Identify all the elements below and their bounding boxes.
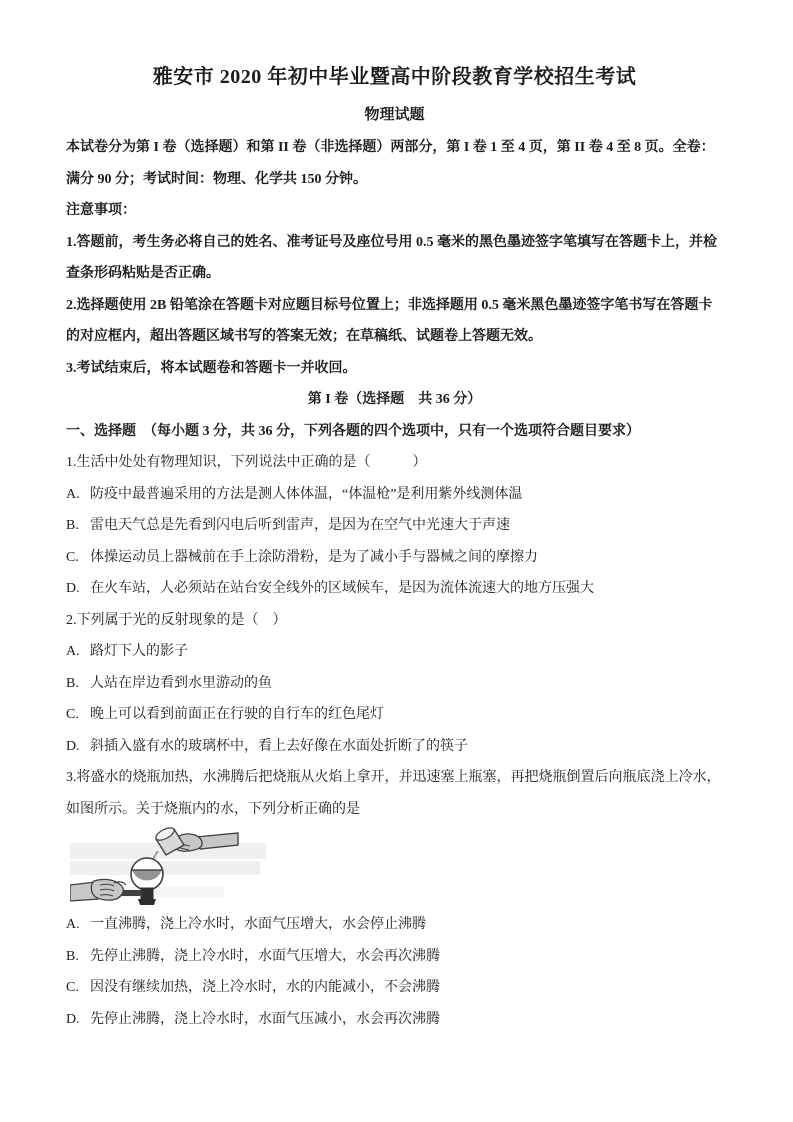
option-letter: A. — [66, 917, 80, 932]
note-2-line-2: 的对应框内，超出答题区域书写的答案无效；在草稿纸、试题卷上答题无效。 — [66, 329, 542, 344]
question-2-stem: 2.下列属于光的反射现象的是（ ） — [66, 612, 287, 628]
question-3-option-d — [66, 1004, 723, 1036]
question-1-option-d — [66, 573, 723, 605]
option-text: 防疫中最普遍采用的方法是测人体体温，“体温枪”是利用紫外线测体温 — [90, 486, 523, 502]
question-3-figure — [70, 827, 270, 907]
section-1-heading: 第 I 卷（选择题 共 36 分） — [307, 392, 482, 407]
option-letter: D. — [66, 738, 80, 754]
question-2-option-a — [66, 636, 723, 668]
option-text: 一直沸腾，浇上冷水时，水面气压增大，水会停止沸腾 — [90, 917, 426, 932]
inverted-flask-icon — [131, 858, 163, 905]
option-text: 先停止沸腾，浇上冷水时，水面气压增大，水会再次沸腾 — [90, 948, 440, 964]
option-letter: B. — [66, 518, 79, 533]
question-3-stem-line-1: 3.将盛水的烧瓶加热，水沸腾后把烧瓶从火焰上拿开，并迅速塞上瓶塞，再把烧瓶倒置后向瓶底浇上冷水， — [66, 770, 721, 785]
option-text: 在火车站，人必须站在站台安全线外的区域候车，是因为流体流速大的地方压强大 — [90, 581, 594, 596]
flask-pouring-illustration — [70, 827, 270, 907]
option-text: 路灯下人的影子 — [90, 644, 188, 659]
option-letter: D. — [66, 581, 80, 596]
question-3-option-c — [66, 972, 723, 1004]
supporting-hand-icon — [70, 879, 142, 901]
page-title: 雅安市 2020 年初中毕业暨高中阶段教育学校招生考试 — [152, 66, 637, 88]
question-1-option-a — [66, 479, 723, 511]
option-text: 因没有继续加热，浇上冷水时，水的内能减小，不会沸腾 — [90, 980, 440, 995]
option-text: 斜插入盛有水的玻璃杯中，看上去好像在水面处折断了的筷子 — [90, 738, 468, 754]
question-3-stem-line-2: 如图所示。关于烧瓶内的水，下列分析正确的是 — [66, 801, 360, 817]
option-letter: D. — [66, 1011, 80, 1027]
note-1-line-2: 查条形码粘贴是否正确。 — [66, 266, 220, 281]
section-1-rule: 一、选择题 （每小题 3 分，共 36 分，下列各题的四个选项中，只有一个选项符合题目要求） — [66, 423, 640, 439]
intro-line-1: 本试卷分为第 I 卷（选择题）和第 II 卷（非选择题）两部分，第 I 卷 1 至 4 页，第 II 卷 4 至 8 页。全卷： — [66, 140, 715, 155]
note-2-line-1: 2.选择题使用 2B 铅笔涂在答题卡对应题目标号位置上；非选择题用 0.5 毫米黑色墨迹签字笔书写在答题卡 — [66, 297, 713, 313]
question-3-option-a — [66, 909, 723, 941]
notes-heading: 注意事项： — [66, 203, 136, 218]
question-1-stem: 1.生活中处处有物理知识，下列说法中正确的是（ ） — [66, 455, 427, 470]
question-2-option-b — [66, 668, 723, 700]
option-letter: C. — [66, 980, 79, 995]
note-3: 3.考试结束后，将本试题卷和答题卡一并收回。 — [66, 360, 357, 376]
option-letter: B. — [66, 675, 79, 691]
option-letter: A. — [66, 644, 80, 659]
question-1-option-c — [66, 542, 723, 574]
option-text: 晚上可以看到前面正在行驶的自行车的红色尾灯 — [90, 707, 384, 722]
intro-line-2: 满分 90 分；考试时间：物理、化学共 150 分钟。 — [66, 171, 367, 187]
question-1-option-b — [66, 510, 723, 542]
option-letter: A. — [66, 486, 80, 502]
option-letter: C. — [66, 707, 79, 722]
question-2-option-c — [66, 699, 723, 731]
option-text: 雷电天气总是先看到闪电后听到雷声，是因为在空气中光速大于声速 — [90, 518, 510, 533]
option-letter: C. — [66, 549, 79, 565]
option-text: 人站在岸边看到水里游动的鱼 — [90, 675, 272, 691]
option-text: 体操运动员上器械前在手上涂防滑粉，是为了减小手与器械之间的摩擦力 — [90, 549, 538, 565]
option-text: 先停止沸腾，浇上冷水时，水面气压减小，水会再次沸腾 — [90, 1011, 440, 1027]
note-1-line-1: 1.答题前，考生务必将自己的姓名、准考证号及座位号用 0.5 毫米的黑色墨迹签字笔填写在答题卡上，并检 — [66, 234, 717, 250]
paper-subject-title: 物理试题 — [364, 107, 425, 123]
option-letter: B. — [66, 948, 79, 964]
question-2-option-d — [66, 731, 723, 763]
question-3-option-b — [66, 941, 723, 973]
